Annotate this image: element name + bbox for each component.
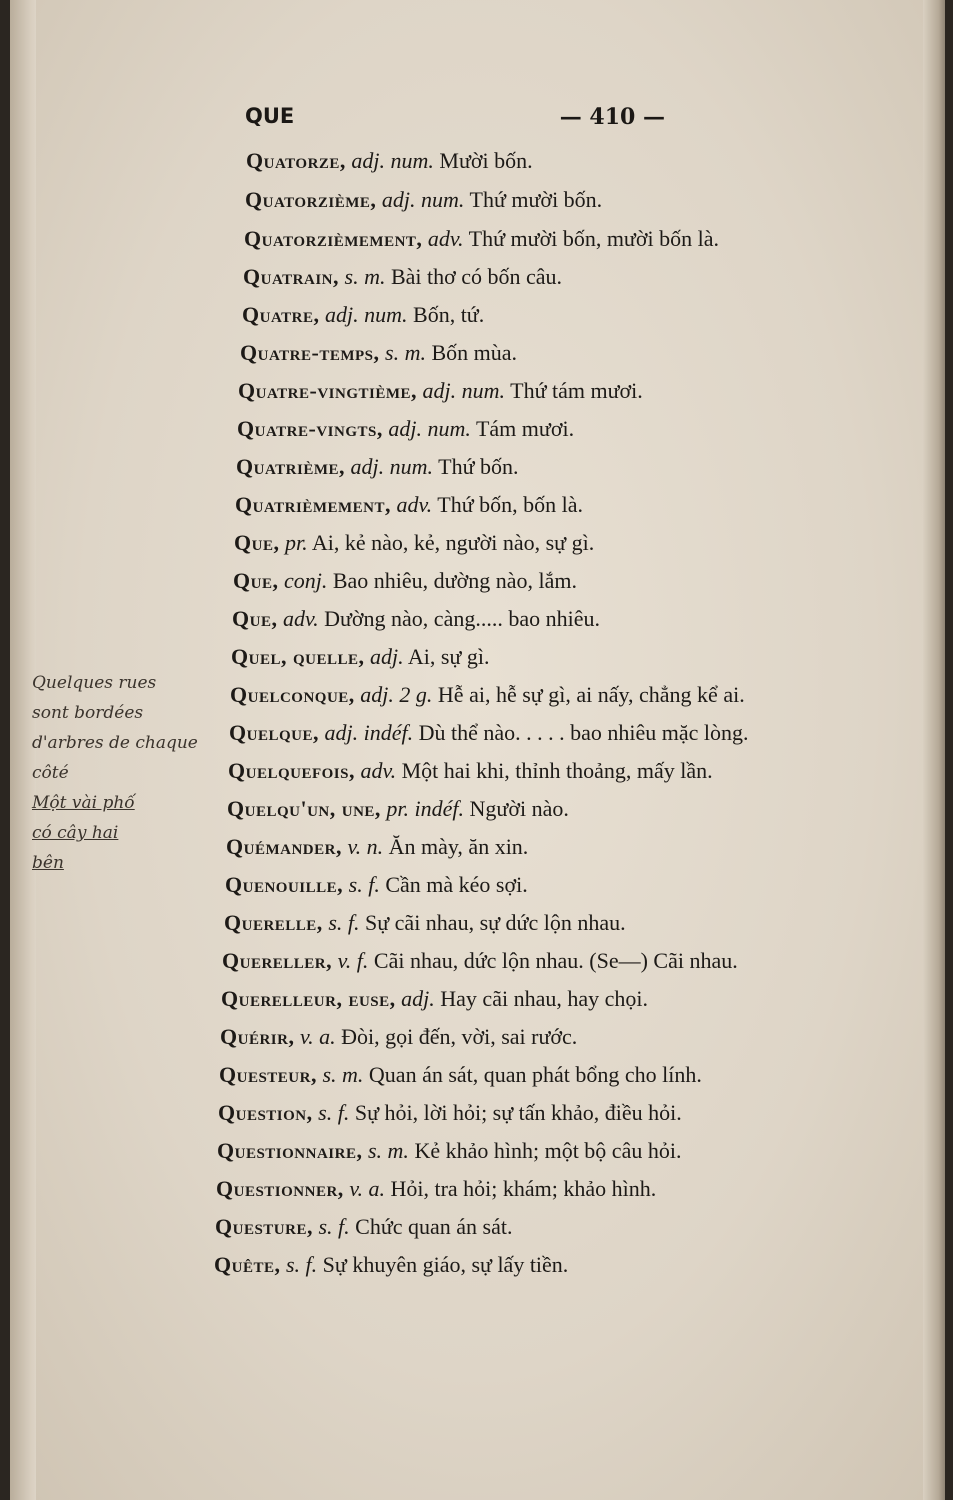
note-line: d'arbres de chaque (32, 733, 198, 753)
entry-headword: Quatrièmement, (235, 492, 392, 517)
page-header (245, 100, 665, 136)
dictionary-entry (224, 910, 626, 942)
page-gutter-right (923, 0, 945, 1500)
entry-translation: Hễ ai, hễ sự gì, ai nấy, chẳng kể ai. (437, 682, 745, 707)
dictionary-entry (244, 226, 719, 258)
entry-headword: Que, (233, 568, 279, 593)
entry-translation: Bốn, tứ. (413, 302, 485, 327)
dictionary-entry (243, 264, 562, 296)
dictionary-entry (236, 454, 519, 486)
entry-headword: Querelleur, euse, (221, 986, 396, 1011)
entry-grammar: s. f. (328, 910, 360, 935)
entry-translation: Thứ bốn. (438, 454, 519, 479)
entry-headword: Quatre, (242, 302, 320, 327)
entry-headword: Quatre-vingts, (237, 416, 383, 441)
note-line: côté (32, 763, 69, 783)
dictionary-entry (226, 834, 528, 866)
entry-translation: Bài thơ có bốn câu. (390, 264, 563, 289)
entry-grammar: v. a. (299, 1024, 336, 1049)
dictionary-entry (246, 148, 533, 180)
note-line: có cây hai (32, 823, 119, 843)
entry-grammar: s. m. (322, 1062, 364, 1087)
entry-grammar: pr. (284, 530, 308, 555)
entry-translation: Quan án sát, quan phát bổng cho lính. (368, 1062, 702, 1087)
entry-translation: Thứ bốn, bốn là. (437, 492, 584, 517)
entry-grammar: v. a. (349, 1176, 385, 1201)
dictionary-entry (220, 1024, 577, 1056)
entry-translation: Ai, kẻ nào, kẻ, người nào, sự gì. (311, 530, 595, 555)
entry-grammar: pr. indéf. (386, 796, 465, 821)
entry-grammar: v. f. (337, 948, 369, 973)
dictionary-entry (240, 340, 517, 372)
dictionary-entry (230, 682, 745, 714)
entry-grammar: v. n. (347, 834, 384, 859)
entry-headword: Quémander, (226, 834, 342, 859)
dictionary-entry (245, 187, 602, 219)
entry-headword: Quelqu'un, une, (227, 796, 381, 821)
entry-translation: Bốn mùa. (431, 340, 518, 365)
entry-headword: Quatorzième, (245, 187, 377, 212)
entry-grammar: adj. (401, 986, 435, 1011)
entry-headword: Querelle, (224, 910, 323, 935)
dictionary-entry (233, 568, 577, 600)
entry-headword: Questionner, (216, 1176, 344, 1201)
entry-translation: Cần mà kéo sợi. (385, 872, 528, 897)
dictionary-entry (227, 796, 569, 828)
entry-headword: Quatorzièmement, (244, 226, 423, 251)
entry-translation: Dường nào, càng..... bao nhiêu. (324, 606, 600, 631)
dictionary-entry (228, 758, 713, 790)
entry-grammar: adv. (360, 758, 397, 783)
entry-grammar: adj. num. (388, 416, 471, 441)
entry-translation: Chức quan án sát. (355, 1214, 513, 1239)
entry-translation: Kẻ khảo hình; một bộ câu hỏi. (414, 1138, 682, 1163)
entry-translation: Ai, sự gì. (407, 644, 490, 669)
dictionary-entry (219, 1062, 702, 1094)
note-line: Quelques rues (32, 673, 157, 693)
entry-headword: Que, (232, 606, 278, 631)
dictionary-entry (238, 378, 643, 410)
entry-grammar: s. m. (344, 264, 386, 289)
entry-grammar: adj. num. (350, 454, 434, 479)
entry-headword: Quel, quelle, (231, 644, 365, 669)
dictionary-entry (237, 416, 574, 448)
entry-grammar: adv. (427, 226, 464, 251)
dictionary-entry (222, 948, 738, 980)
entry-headword: Quelquefois, (228, 758, 355, 783)
entry-grammar: conj. (283, 568, 328, 593)
entry-grammar: s. f. (318, 1214, 350, 1239)
entry-headword: Que, (234, 530, 280, 555)
dictionary-entry (235, 492, 583, 524)
entry-translation: Ăn mày, ăn xin. (388, 834, 529, 859)
entry-grammar: s. f. (318, 1100, 350, 1125)
dictionary-entry (218, 1100, 682, 1132)
entry-grammar: adv. (282, 606, 319, 631)
dictionary-entry (232, 606, 600, 638)
entry-grammar: adj. num. (381, 187, 465, 212)
entry-translation: Hỏi, tra hỏi; khám; khảo hình. (390, 1176, 657, 1201)
entry-headword: Quatre-temps, (240, 340, 380, 365)
dictionary-entry (242, 302, 484, 334)
entry-translation: Một hai khi, thỉnh thoảng, mấy lần. (401, 758, 713, 783)
dictionary-entry (216, 1176, 656, 1208)
entry-translation: Sự cãi nhau, sự dức lộn nhau. (365, 910, 626, 935)
entry-grammar: s. f. (285, 1252, 318, 1277)
entry-headword: Quereller, (222, 948, 333, 973)
entry-grammar: adv. (396, 492, 433, 517)
handwritten-margin-note (32, 668, 232, 878)
entry-grammar: adj. 2 g. (360, 682, 433, 707)
entry-grammar: adj. (369, 644, 404, 669)
entry-headword: Questionnaire, (217, 1138, 363, 1163)
entry-headword: Quelque, (229, 720, 319, 745)
entry-grammar: adj. indéf. (324, 720, 414, 745)
entry-translation: Người nào. (469, 796, 569, 821)
entry-headword: Quatrième, (236, 454, 346, 479)
dictionary-entry (221, 986, 648, 1018)
entry-translation: Thứ tám mươi. (510, 378, 643, 403)
entry-grammar: adj. num. (351, 148, 434, 173)
entry-translation: Dù thể nào. . . . . bao nhiêu mặc lòng. (418, 720, 749, 745)
entry-headword: Quelconque, (230, 682, 355, 707)
entry-translation: Mười bốn. (439, 148, 533, 173)
entry-grammar: s. m. (385, 340, 426, 365)
entry-grammar: adj. num. (325, 302, 408, 327)
entry-translation: Thứ mười bốn. (469, 187, 603, 212)
entry-headword: Quatorze, (246, 148, 346, 173)
entry-translation: Cãi nhau, dức lộn nhau. (Se—) Cãi nhau. (373, 948, 738, 973)
dictionary-entry (234, 530, 594, 562)
note-line: Một vài phố (32, 793, 135, 813)
dictionary-entry (217, 1138, 681, 1170)
entry-headword: Quenouille, (225, 872, 344, 897)
entry-headword: Quête, (214, 1252, 281, 1277)
dictionary-entry (215, 1214, 513, 1246)
dictionary-entry (229, 720, 749, 752)
dictionary-entry (225, 872, 528, 904)
entry-grammar: adj. num. (422, 378, 506, 403)
entry-translation: Thứ mười bốn, mười bốn là. (468, 226, 719, 251)
note-line: sont bordées (32, 703, 144, 723)
entry-grammar: s. f. (348, 872, 380, 897)
dictionary-entry (231, 644, 490, 676)
entry-translation: Tám mươi. (475, 416, 575, 441)
entry-grammar: s. m. (367, 1138, 409, 1163)
entry-headword: Questure, (215, 1214, 313, 1239)
entry-headword: Quérir, (220, 1024, 295, 1049)
entry-translation: Hay cãi nhau, hay chọi. (440, 986, 648, 1011)
entry-headword: Quatre-vingtième, (238, 378, 418, 403)
dictionary-entry (214, 1252, 568, 1284)
entry-translation: Đòi, gọi đến, vời, sai rước. (341, 1024, 578, 1049)
entry-translation: Sự khuyên giáo, sự lấy tiền. (322, 1252, 569, 1277)
entry-translation: Bao nhiêu, dường nào, lắm. (332, 568, 577, 593)
entry-headword: Question, (218, 1100, 313, 1125)
guide-word: QUE (245, 104, 295, 128)
note-line: bên (32, 853, 64, 873)
page-number: — 410 — (559, 104, 665, 130)
entry-translation: Sự hỏi, lời hỏi; sự tấn khảo, điều hỏi. (354, 1100, 682, 1125)
entry-headword: Quatrain, (243, 264, 340, 289)
entry-headword: Questeur, (219, 1062, 317, 1087)
